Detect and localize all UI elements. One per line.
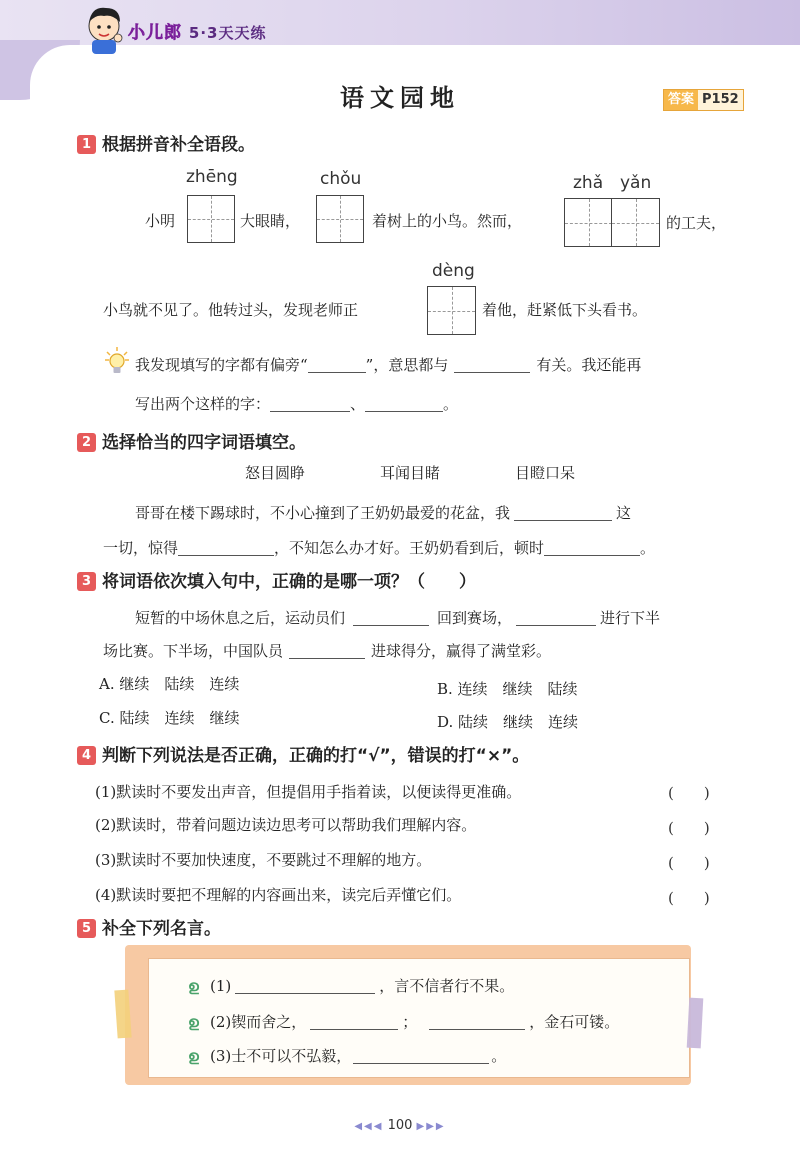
q2-line1	[135, 502, 631, 523]
q3-line2	[103, 640, 551, 661]
tian-box-yan[interactable]	[611, 198, 660, 247]
q4-item-2: (2)默读时，带着问题边读边思考可以帮助我们理解内容。	[95, 816, 477, 834]
q5-1-prefix: (1)	[210, 977, 232, 995]
tian-box-chou[interactable]	[316, 195, 364, 243]
q2-line2	[103, 537, 655, 558]
page-number: 100	[387, 1118, 413, 1133]
q5-item-3	[188, 1045, 506, 1066]
q2-option-3: 目瞪口呆	[515, 464, 576, 482]
q2-heading	[77, 428, 306, 453]
left-arrows-icon: ◀◀◀	[354, 1121, 384, 1132]
tip-text-b: ”，意思都与	[365, 356, 449, 374]
pinyin-zheng: zhēng	[186, 167, 238, 187]
swirl-icon: ഉ	[188, 977, 199, 995]
q1-heading-text: 根据拼音补全语段。	[102, 135, 255, 155]
q5-2-suffix: ，金石可镂。	[529, 1013, 620, 1031]
q3-text-b: 回到赛场，	[437, 609, 513, 627]
q2-blank-2[interactable]	[178, 539, 274, 556]
tip-blank-char1[interactable]	[270, 395, 350, 412]
q3-text-d: 场比赛。下半场，中国队员	[103, 642, 284, 660]
q5-2-middle: ；	[402, 1013, 418, 1031]
q5-3-prefix: (3)士不可以不弘毅，	[210, 1047, 352, 1065]
q4-item-4: (4)默读时要把不理解的内容画出来，读完后弄懂它们。	[95, 886, 462, 904]
q5-blank-1[interactable]	[235, 977, 375, 994]
pinyin-chou: chǒu	[320, 169, 362, 189]
q1-tip-line2	[135, 393, 458, 414]
pinyin-deng: dèng	[432, 261, 475, 281]
tip-text-e: 、	[350, 395, 366, 413]
tip-text-f: 。	[443, 395, 459, 413]
q5-1-suffix: ，言不信者行不果。	[379, 977, 515, 995]
q2-text-d: ，不知怎么办才好。王奶奶看到后，顿时	[274, 539, 545, 557]
q3-number: 3	[77, 572, 96, 591]
tip-blank-char2[interactable]	[365, 395, 443, 412]
page-title: 语文园地	[340, 84, 460, 112]
q2-text-c: 一切，惊得	[103, 539, 179, 557]
q3-choice-c[interactable]: C. 陆续 连续 继续	[99, 709, 240, 727]
q5-heading	[77, 914, 221, 939]
tape-right	[687, 998, 704, 1049]
q4-answer-3[interactable]: ( )	[668, 854, 710, 872]
swirl-icon: ഉ	[188, 1047, 199, 1065]
tian-box-zha[interactable]	[564, 198, 613, 247]
q5-blank-3[interactable]	[429, 1013, 525, 1030]
pinyin-yan: yǎn	[620, 173, 652, 193]
series-name: 5·3天天练	[188, 24, 267, 42]
q2-blank-1[interactable]	[514, 504, 612, 521]
q2-heading-text: 选择恰当的四字词语填空。	[102, 433, 306, 453]
q4-item-1: (1)默读时不要发出声音，但提倡用手指着读，以便读得更准确。	[95, 783, 522, 801]
tian-box-zheng[interactable]	[187, 195, 235, 243]
tip-blank-radical[interactable]	[308, 356, 366, 373]
q4-answer-1[interactable]: ( )	[668, 784, 710, 802]
tip-text-d: 写出两个这样的字：	[135, 395, 271, 413]
page-footer	[0, 1118, 800, 1133]
right-arrows-icon: ▶▶▶	[416, 1121, 446, 1132]
q2-option-2: 耳闻目睹	[380, 464, 441, 482]
q2-number: 2	[77, 433, 96, 452]
q1-text-6: 着他，赶紧低下头看书。	[482, 301, 648, 319]
q3-heading	[77, 567, 476, 592]
q5-item-1	[188, 975, 514, 996]
tip-blank-meaning[interactable]	[454, 356, 530, 373]
q1-tip-line1	[135, 354, 641, 375]
answer-page: P152	[698, 90, 743, 110]
lightbulb-icon	[104, 346, 130, 376]
q3-line1	[135, 607, 660, 628]
q2-text-a: 哥哥在楼下踢球时，不小心撞到了王奶奶最爱的花盆，我	[135, 504, 511, 522]
swirl-icon: ഉ	[188, 1013, 199, 1031]
q5-heading-text: 补全下列名言。	[102, 919, 221, 939]
q3-blank-3[interactable]	[289, 642, 365, 659]
tip-text-a: 我发现填写的字都有偏旁“	[135, 356, 308, 374]
brand-name: 小儿郎	[128, 23, 182, 43]
q5-number: 5	[77, 919, 96, 938]
tip-text-c: 有关。我还能再	[536, 356, 642, 374]
q5-blank-4[interactable]	[353, 1047, 489, 1064]
q4-answer-2[interactable]: ( )	[668, 819, 710, 837]
q1-text-3: 着树上的小鸟。然而，	[372, 212, 523, 230]
q1-text-4: 的工夫，	[666, 214, 727, 232]
q4-number: 4	[77, 746, 96, 765]
q3-text-a: 短暂的中场休息之后，运动员们	[135, 609, 346, 627]
q4-heading	[77, 741, 529, 766]
q3-text-c: 进行下半	[600, 609, 661, 627]
brand-title	[128, 18, 267, 43]
boy-mascot-icon	[82, 4, 126, 54]
q3-heading-text: 将词语依次填入句中，正确的是哪一项？（ ）	[102, 572, 476, 592]
q3-choice-b[interactable]: B. 连续 继续 陆续	[437, 680, 578, 698]
q2-text-e: 。	[640, 539, 656, 557]
q1-text-5: 小鸟就不见了。他转过头，发现老师正	[103, 301, 359, 319]
answer-label: 答案	[664, 90, 698, 110]
q4-answer-4[interactable]: ( )	[668, 889, 710, 907]
answer-badge	[663, 89, 744, 111]
q1-text-2: 大眼睛，	[240, 212, 301, 230]
q1-heading	[77, 130, 255, 155]
q4-heading-text: 判断下列说法是否正确，正确的打“√”，错误的打“×”。	[102, 746, 530, 766]
q3-blank-2[interactable]	[516, 609, 596, 626]
q5-blank-2[interactable]	[310, 1013, 398, 1030]
tian-box-deng[interactable]	[427, 286, 476, 335]
pinyin-zha: zhǎ	[573, 173, 604, 193]
q2-blank-3[interactable]	[544, 539, 640, 556]
q5-item-2	[188, 1011, 619, 1032]
q5-2-prefix: (2)锲而舍之，	[210, 1013, 307, 1031]
q1-text-1: 小明	[145, 212, 176, 230]
q3-choice-d[interactable]: D. 陆续 继续 连续	[437, 713, 579, 731]
q2-text-b: 这	[616, 504, 632, 522]
q5-3-suffix: 。	[491, 1047, 507, 1065]
q2-option-1: 怒目圆睁	[245, 464, 306, 482]
q4-item-3: (3)默读时不要加快速度，不要跳过不理解的地方。	[95, 851, 432, 869]
q3-text-e: 进球得分，赢得了满堂彩。	[371, 642, 552, 660]
q3-choice-a[interactable]: A. 继续 陆续 连续	[99, 675, 240, 693]
q1-number: 1	[77, 135, 96, 154]
q3-blank-1[interactable]	[353, 609, 429, 626]
